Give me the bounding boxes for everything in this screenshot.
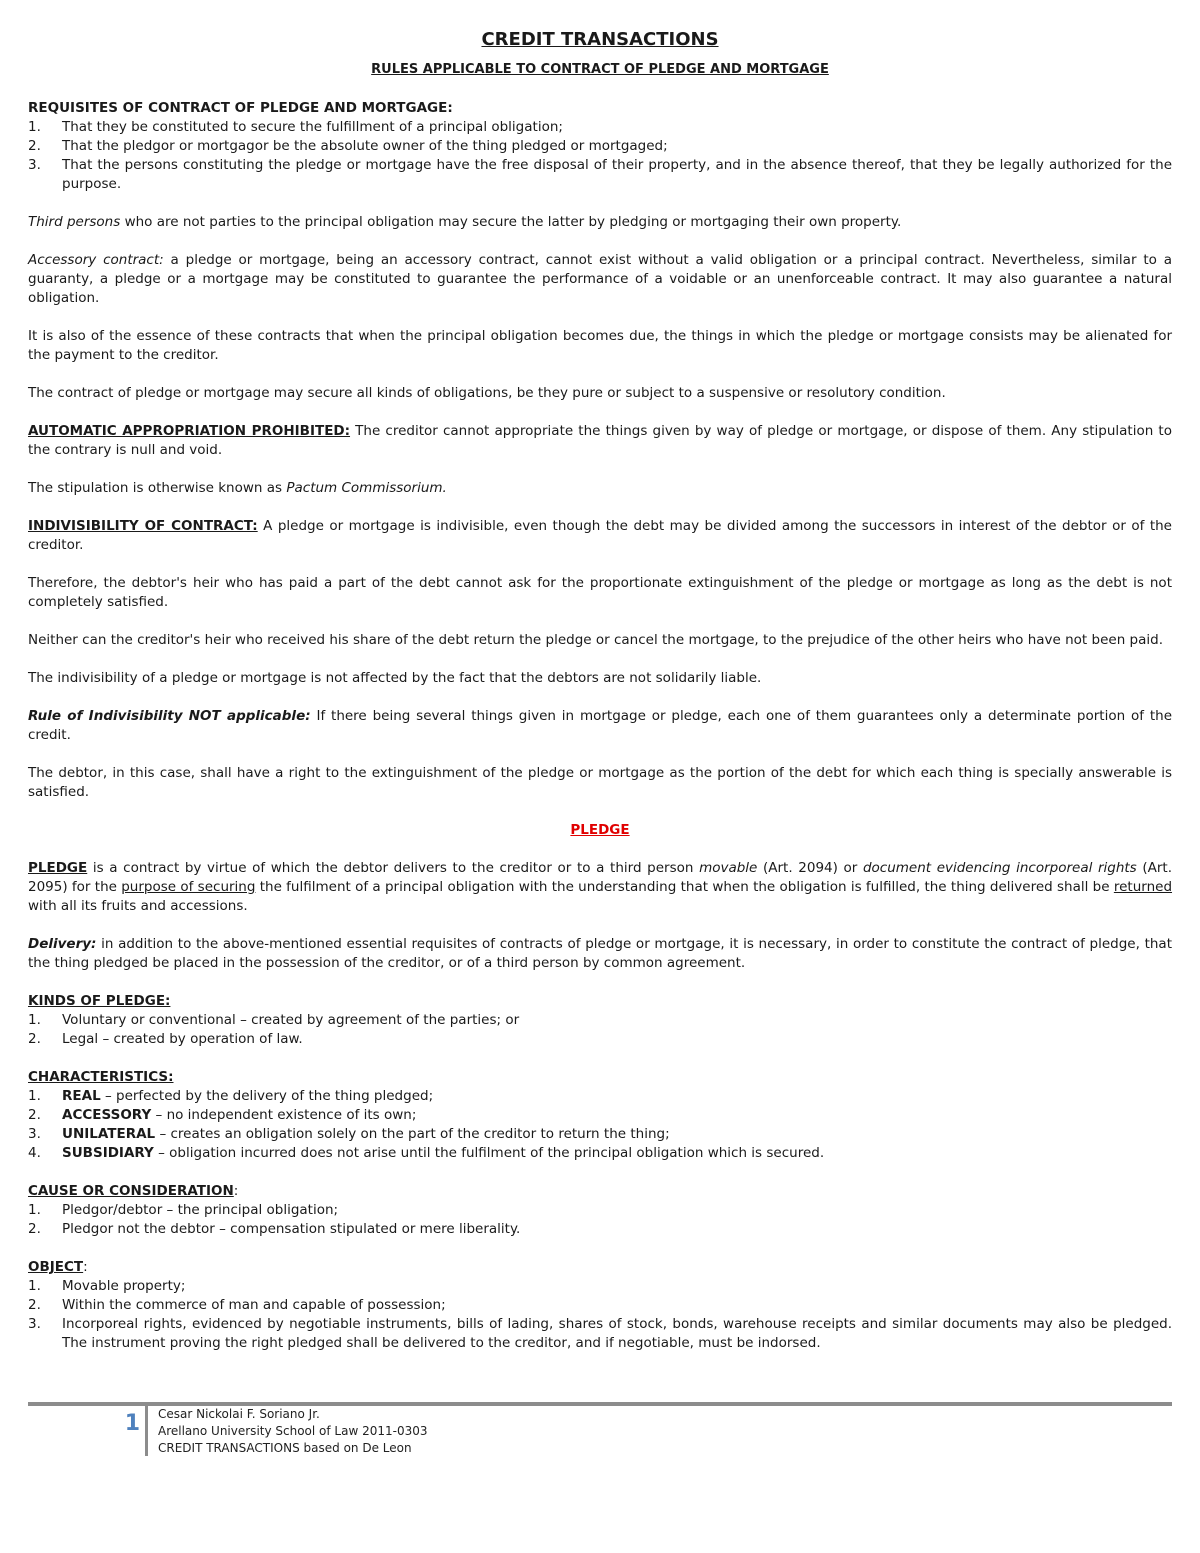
list-item: 1. That they be constituted to secure the fulfillment of a principal obligation; bbox=[28, 119, 563, 135]
list-item: 2. That the pledgor or mortgagor be the absolute owner of the thing pledged or mortgaged; bbox=[28, 138, 668, 154]
kinds-list bbox=[28, 1011, 1172, 1049]
footer-vertical-divider bbox=[145, 1406, 148, 1456]
delivery-paragraph: Delivery: in addition to the above-mentioned essential requisites of contracts of pledge or mortgage, it is necessary, in order to constitute the contract of pledge, that the thing pledged be placed in the possession of the creditor, or of a third person by common agreement. bbox=[28, 936, 1172, 971]
pactum-paragraph: The stipulation is otherwise known as Pactum Commissorium. bbox=[28, 480, 447, 496]
footer-course: CREDIT TRANSACTIONS based on De Leon bbox=[158, 1441, 412, 1455]
characteristics-list bbox=[28, 1087, 1172, 1163]
characteristics-heading: CHARACTERISTICS: bbox=[28, 1069, 174, 1085]
indivisibility-paragraph: INDIVISIBILITY OF CONTRACT: A pledge or mortgage is indivisible, even though the debt may be divided among the successors in interest of the debtor or of the creditor. bbox=[28, 518, 1172, 553]
automatic-appropriation-paragraph: AUTOMATIC APPROPRIATION PROHIBITED: The creditor cannot appropriate the things given by way of pledge or mortgage, or dispose of them. Any stipulation to the contrary is null and void. bbox=[28, 423, 1172, 458]
list-item: 2. ACCESSORY – no independent existence of its own; bbox=[28, 1107, 417, 1123]
debtor-heir-paragraph: Therefore, the debtor's heir who has paid a part of the debt cannot ask for the proportionate extinguishment of the pledge or mortgage as long as the debt is not completely satisfied. bbox=[28, 575, 1172, 610]
list-item: 4. SUBSIDIARY – obligation incurred does not arise until the fulfilment of the principal obligation which is secured. bbox=[28, 1145, 825, 1161]
page-number: 1 bbox=[124, 1411, 140, 1436]
third-persons-paragraph: Third persons who are not parties to the principal obligation may secure the latter by pledging or mortgaging their own property. bbox=[28, 214, 902, 230]
list-item: 3. Incorporeal rights, evidenced by negotiable instruments, bills of lading, shares of stock, bonds, warehouse receipts and similar documents may also be pledged. The instrument proving the right pledged shall be delivered to the creditor, and if negotiable, must be indorsed. bbox=[28, 1316, 1172, 1351]
secure-all-paragraph: The contract of pledge or mortgage may secure all kinds of obligations, be they pure or subject to a suspensive or resolutory condition. bbox=[28, 385, 946, 401]
creditor-heir-paragraph: Neither can the creditor's heir who received his share of the debt return the pledge or cancel the mortgage, to the prejudice of the other heirs who have not been paid. bbox=[28, 632, 1164, 648]
footer-school: Arellano University School of Law 2011-0303 bbox=[158, 1424, 428, 1438]
footer-author: Cesar Nickolai F. Soriano Jr. bbox=[158, 1407, 320, 1421]
cause-heading: CAUSE OR CONSIDERATION: bbox=[28, 1183, 239, 1199]
accessory-contract-paragraph: Accessory contract: a pledge or mortgage, being an accessory contract, cannot exist without a valid obligation or a principal contract. Nevertheless, similar to a guaranty, a pledge or a mortgage may be constituted to guarantee the performance of a voidable or an unenforceable contract. It may also guarantee a natural obligation. bbox=[28, 252, 1172, 306]
list-item: 3. That the persons constituting the pledge or mortgage have the free disposal of their property, and in the absence thereof, that they be legally authorized for the purpose. bbox=[28, 157, 1172, 192]
solidarily-paragraph: The indivisibility of a pledge or mortgage is not affected by the fact that the debtors are not solidarily liable. bbox=[28, 670, 762, 686]
document-page bbox=[28, 28, 1172, 1372]
list-item: 1. Movable property; bbox=[28, 1278, 186, 1294]
footer-author-block bbox=[158, 1406, 428, 1457]
page-title: CREDIT TRANSACTIONS bbox=[481, 29, 719, 50]
list-item: 3. UNILATERAL – creates an obligation solely on the part of the creditor to return the thing; bbox=[28, 1126, 670, 1142]
list-item: 2. Legal – created by operation of law. bbox=[28, 1031, 303, 1047]
object-heading: OBJECT: bbox=[28, 1259, 88, 1275]
object-list bbox=[28, 1277, 1172, 1353]
list-item: 1. Pledgor/debtor – the principal obligation; bbox=[28, 1202, 339, 1218]
rule-not-applicable-paragraph: Rule of Indivisibility NOT applicable: If there being several things given in mortgage or pledge, each one of them guarantees only a determinate portion of the credit. bbox=[28, 708, 1172, 743]
pledge-section-title: PLEDGE bbox=[570, 822, 630, 838]
page-subtitle: RULES APPLICABLE TO CONTRACT OF PLEDGE AND MORTGAGE bbox=[371, 62, 829, 77]
list-item: 2. Pledgor not the debtor – compensation stipulated or mere liberality. bbox=[28, 1221, 521, 1237]
list-item: 2. Within the commerce of man and capable of possession; bbox=[28, 1297, 446, 1313]
requisites-list bbox=[28, 118, 1172, 194]
list-item: 1. REAL – perfected by the delivery of the thing pledged; bbox=[28, 1088, 434, 1104]
pledge-definition-paragraph: PLEDGE is a contract by virtue of which the debtor delivers to the creditor or to a third person movable (Art. 2094) or document evidencing incorporeal rights (Art. 2095) for the purpose of securing the fulfilment of a principal obligation with the understanding that when the obligation is fulfilled, the thing delivered shall be returned with all its fruits and accessions. bbox=[28, 860, 1173, 914]
kinds-heading: KINDS OF PLEDGE: bbox=[28, 993, 171, 1009]
requisites-heading: REQUISITES OF CONTRACT OF PLEDGE AND MORTGAGE: bbox=[28, 100, 453, 116]
essence-paragraph: It is also of the essence of these contracts that when the principal obligation becomes due, the things in which the pledge or mortgage consists may be alienated for the payment to the creditor. bbox=[28, 328, 1172, 363]
extinguishment-paragraph: The debtor, in this case, shall have a right to the extinguishment of the pledge or mortgage as the portion of the debt for which each thing is specially answerable is satisfied. bbox=[28, 765, 1172, 800]
cause-list bbox=[28, 1201, 1172, 1239]
list-item: 1. Voluntary or conventional – created by agreement of the parties; or bbox=[28, 1012, 520, 1028]
